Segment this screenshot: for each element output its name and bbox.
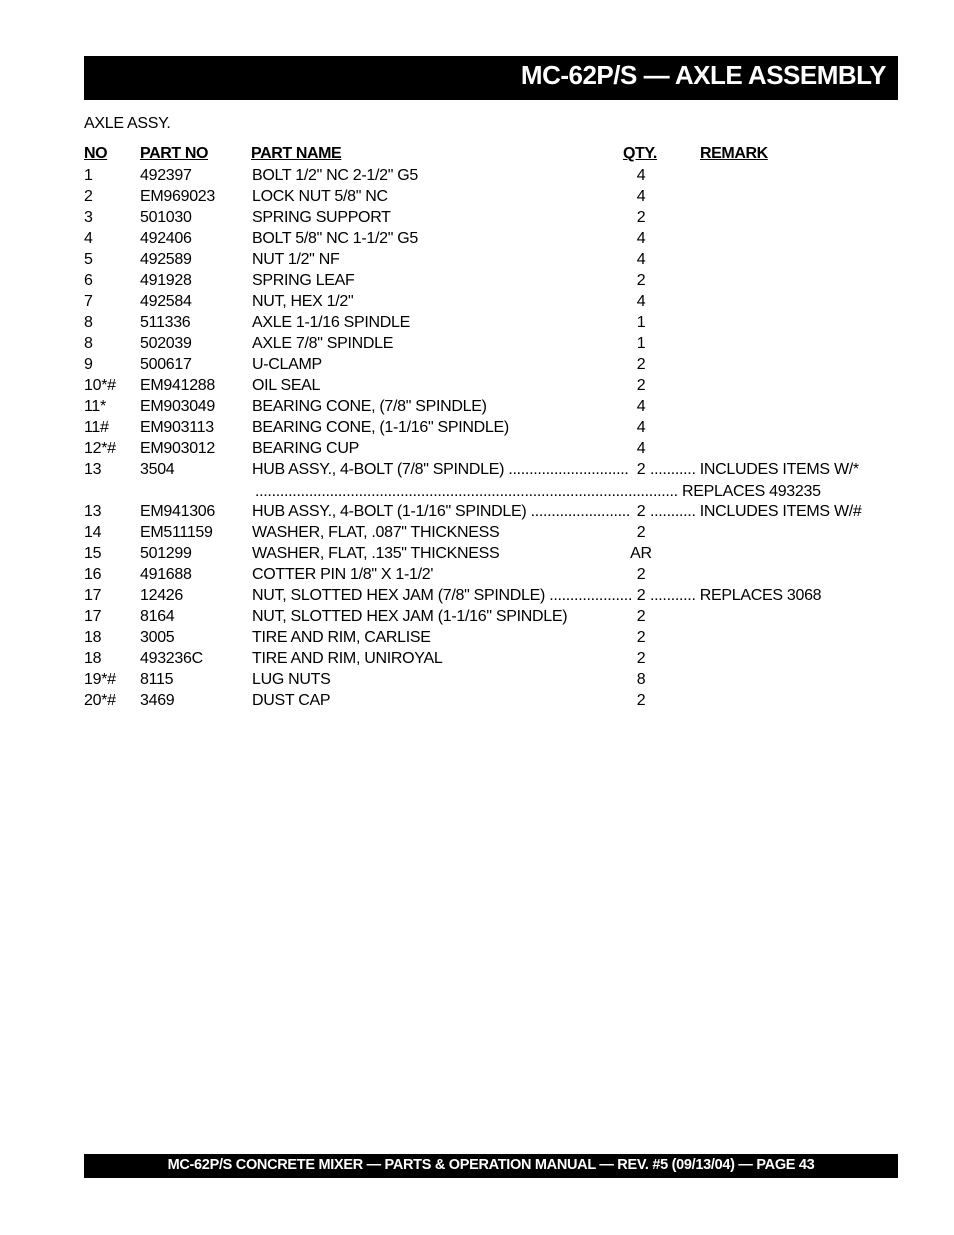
quantity: 8 (636, 671, 646, 688)
leader-dots: ........... (650, 503, 696, 520)
part-name-cell (252, 417, 509, 438)
part-name: WASHER, FLAT, .135" THICKNESS (252, 545, 500, 562)
item-number: 17 (84, 587, 102, 604)
item-number: 10*# (84, 377, 116, 394)
part-number: 8115 (140, 671, 174, 688)
quantity: 2 (636, 209, 646, 226)
leader-dots: ........... (650, 461, 696, 478)
part-name: NUT, HEX 1/2" (252, 293, 354, 310)
table-row (0, 648, 954, 669)
remark: INCLUDES ITEMS W/* (699, 461, 859, 478)
part-number: 501299 (140, 545, 192, 562)
leader-dots: ...................................................................................................... (255, 483, 678, 500)
quantity: 4 (636, 419, 646, 436)
quantity: 2 (636, 524, 646, 541)
part-name: NUT, SLOTTED HEX JAM (7/8" SPINDLE) (252, 587, 546, 604)
part-name-cell (252, 459, 629, 480)
item-number: 11# (84, 419, 109, 436)
part-name: BEARING CONE, (1-1/16" SPINDLE) (252, 419, 509, 436)
part-number: EM941288 (140, 377, 215, 394)
table-row-continuation (0, 481, 954, 502)
table-row (0, 585, 954, 606)
item-number: 19*# (84, 671, 116, 688)
quantity: 4 (636, 167, 646, 184)
part-name: AXLE 7/8" SPINDLE (252, 335, 394, 352)
table-row (0, 291, 954, 312)
remark: REPLACES 493235 (681, 483, 821, 500)
item-number: 12*# (84, 440, 116, 457)
part-name-cell (252, 333, 393, 354)
table-row (0, 564, 954, 585)
footer-text: MC-62P/S CONCRETE MIXER — PARTS & OPERATION MANUAL — REV. #5 (09/13/04) — PAGE 43 (167, 1157, 815, 1173)
part-number: 3005 (140, 629, 175, 646)
part-number: 491688 (140, 566, 192, 583)
quantity: 2 (636, 692, 646, 709)
part-number: EM969023 (140, 188, 215, 205)
part-name-cell (252, 165, 418, 186)
remark-cell (650, 585, 821, 606)
item-number: 5 (84, 251, 93, 268)
part-name: NUT 1/2" NF (252, 251, 340, 268)
part-name: LOCK NUT 5/8" NC (252, 188, 388, 205)
quantity: 4 (636, 251, 646, 268)
part-name: BOLT 5/8" NC 1-1/2" G5 (252, 230, 419, 247)
table-row (0, 543, 954, 564)
quantity: 2 (636, 629, 646, 646)
quantity: 1 (636, 314, 646, 331)
table-row (0, 627, 954, 648)
remark: INCLUDES ITEMS W/# (699, 503, 862, 520)
table-row (0, 396, 954, 417)
section-label: AXLE ASSY. (84, 115, 171, 132)
column-header-part-no: PART NO (140, 145, 209, 162)
leader-dots: .................... (549, 587, 633, 604)
item-number: 16 (84, 566, 102, 583)
table-row (0, 333, 954, 354)
part-number: 12426 (140, 587, 183, 604)
quantity: 4 (636, 440, 646, 457)
table-row (0, 669, 954, 690)
part-name: SPRING LEAF (252, 272, 355, 289)
part-name: TIRE AND RIM, UNIROYAL (252, 650, 443, 667)
item-number: 9 (84, 356, 93, 373)
remark-cell (650, 459, 859, 480)
part-number: 501030 (140, 209, 192, 226)
table-row (0, 186, 954, 207)
part-name-cell (252, 522, 499, 543)
part-name: BEARING CUP (252, 440, 359, 457)
part-number: 500617 (140, 356, 192, 373)
part-name-cell (252, 270, 355, 291)
item-number: 2 (84, 188, 93, 205)
part-name-cell (252, 228, 418, 249)
item-number: 1 (84, 167, 93, 184)
part-name-cell (252, 669, 331, 690)
part-name: SPRING SUPPORT (252, 209, 391, 226)
item-number: 8 (84, 314, 93, 331)
part-name-cell (252, 564, 433, 585)
part-name: COTTER PIN 1/8" X 1-1/2' (252, 566, 434, 583)
part-name-cell (252, 543, 499, 564)
table-row (0, 207, 954, 228)
part-number: EM903049 (140, 398, 215, 415)
part-number: EM941306 (140, 503, 215, 520)
part-number: 502039 (140, 335, 192, 352)
part-name-cell (252, 291, 353, 312)
table-row (0, 501, 954, 522)
part-number: EM903113 (140, 419, 214, 436)
part-name: HUB ASSY., 4-BOLT (7/8" SPINDLE) (252, 461, 505, 478)
table-row (0, 270, 954, 291)
part-number: 492397 (140, 167, 192, 184)
part-number: 3504 (140, 461, 175, 478)
table-row (0, 312, 954, 333)
quantity: 4 (636, 398, 646, 415)
part-name: HUB ASSY., 4-BOLT (1-1/16" SPINDLE) (252, 503, 527, 520)
column-header-no: NO (84, 145, 108, 162)
part-name: U-CLAMP (252, 356, 322, 373)
page-title-bar (84, 56, 898, 100)
part-name-cell (252, 396, 487, 417)
table-row (0, 459, 954, 480)
column-header-qty: QTY. (623, 145, 657, 162)
part-number: 511336 (140, 314, 191, 331)
quantity: AR (630, 545, 652, 562)
part-number: 492589 (140, 251, 192, 268)
quantity: 2 (636, 377, 646, 394)
quantity: 4 (636, 188, 646, 205)
quantity: 4 (636, 230, 646, 247)
part-name-cell (252, 690, 330, 711)
part-name: LUG NUTS (252, 671, 331, 688)
footer-bar (84, 1154, 898, 1178)
page-title: MC-62P/S — AXLE ASSEMBLY (520, 60, 886, 90)
item-number: 13 (84, 461, 102, 478)
part-name-cell (252, 438, 359, 459)
item-number: 20*# (84, 692, 116, 709)
part-name-cell (252, 207, 391, 228)
part-name: NUT, SLOTTED HEX JAM (1-1/16" SPINDLE) (252, 608, 568, 625)
quantity: 4 (636, 293, 646, 310)
part-name-cell (252, 249, 339, 270)
table-row (0, 375, 954, 396)
quantity: 1 (636, 335, 646, 352)
remark: REPLACES 3068 (699, 587, 822, 604)
item-number: 8 (84, 335, 93, 352)
part-number: 3469 (140, 692, 175, 709)
table-row (0, 228, 954, 249)
part-name-cell (252, 648, 442, 669)
part-name: BEARING CONE, (7/8" SPINDLE) (252, 398, 487, 415)
part-number: EM903012 (140, 440, 215, 457)
part-number: EM511159 (140, 524, 213, 541)
part-number: 493236C (140, 650, 203, 667)
quantity: 2 (636, 608, 646, 625)
part-number: 8164 (140, 608, 175, 625)
remark-cell (650, 501, 862, 522)
quantity: 2 (636, 356, 646, 373)
column-header-remark: REMARK (700, 145, 768, 162)
quantity: 2 (636, 272, 646, 289)
item-number: 14 (84, 524, 102, 541)
part-name-cell (252, 312, 410, 333)
quantity: 2 (636, 650, 646, 667)
quantity: 2 (636, 503, 646, 520)
leader-dots: ........................ (530, 503, 631, 520)
column-header-part-name: PART NAME (251, 145, 342, 162)
part-name-cell (252, 375, 320, 396)
part-name-cell (252, 627, 431, 648)
quantity: 2 (636, 566, 646, 583)
item-number: 15 (84, 545, 102, 562)
item-number: 4 (84, 230, 93, 247)
part-name-cell (252, 186, 388, 207)
remark-cell (255, 481, 821, 502)
table-row (0, 165, 954, 186)
item-number: 3 (84, 209, 93, 226)
part-name-cell (252, 606, 567, 627)
part-name-cell (252, 354, 322, 375)
part-name: DUST CAP (252, 692, 331, 709)
item-number: 11* (84, 398, 106, 415)
table-row (0, 606, 954, 627)
item-number: 13 (84, 503, 102, 520)
item-number: 7 (84, 293, 93, 310)
part-number: 491928 (140, 272, 192, 289)
table-row (0, 438, 954, 459)
part-number: 492406 (140, 230, 192, 247)
table-row (0, 417, 954, 438)
part-name-cell (252, 501, 630, 522)
part-name: WASHER, FLAT, .087" THICKNESS (252, 524, 500, 541)
part-number: 492584 (140, 293, 192, 310)
item-number: 18 (84, 629, 102, 646)
quantity: 2 (636, 461, 646, 478)
part-name: BOLT 1/2" NC 2-1/2" G5 (252, 167, 419, 184)
item-number: 18 (84, 650, 102, 667)
table-row (0, 690, 954, 711)
part-name-cell (252, 585, 632, 606)
part-name: AXLE 1-1/16 SPINDLE (252, 314, 410, 331)
item-number: 6 (84, 272, 93, 289)
leader-dots: ............................. (508, 461, 629, 478)
table-row (0, 354, 954, 375)
table-row (0, 249, 954, 270)
quantity: 2 (636, 587, 646, 604)
item-number: 17 (84, 608, 102, 625)
leader-dots: ........... (650, 587, 696, 604)
part-name: OIL SEAL (252, 377, 321, 394)
table-row (0, 522, 954, 543)
part-name: TIRE AND RIM, CARLISE (252, 629, 431, 646)
